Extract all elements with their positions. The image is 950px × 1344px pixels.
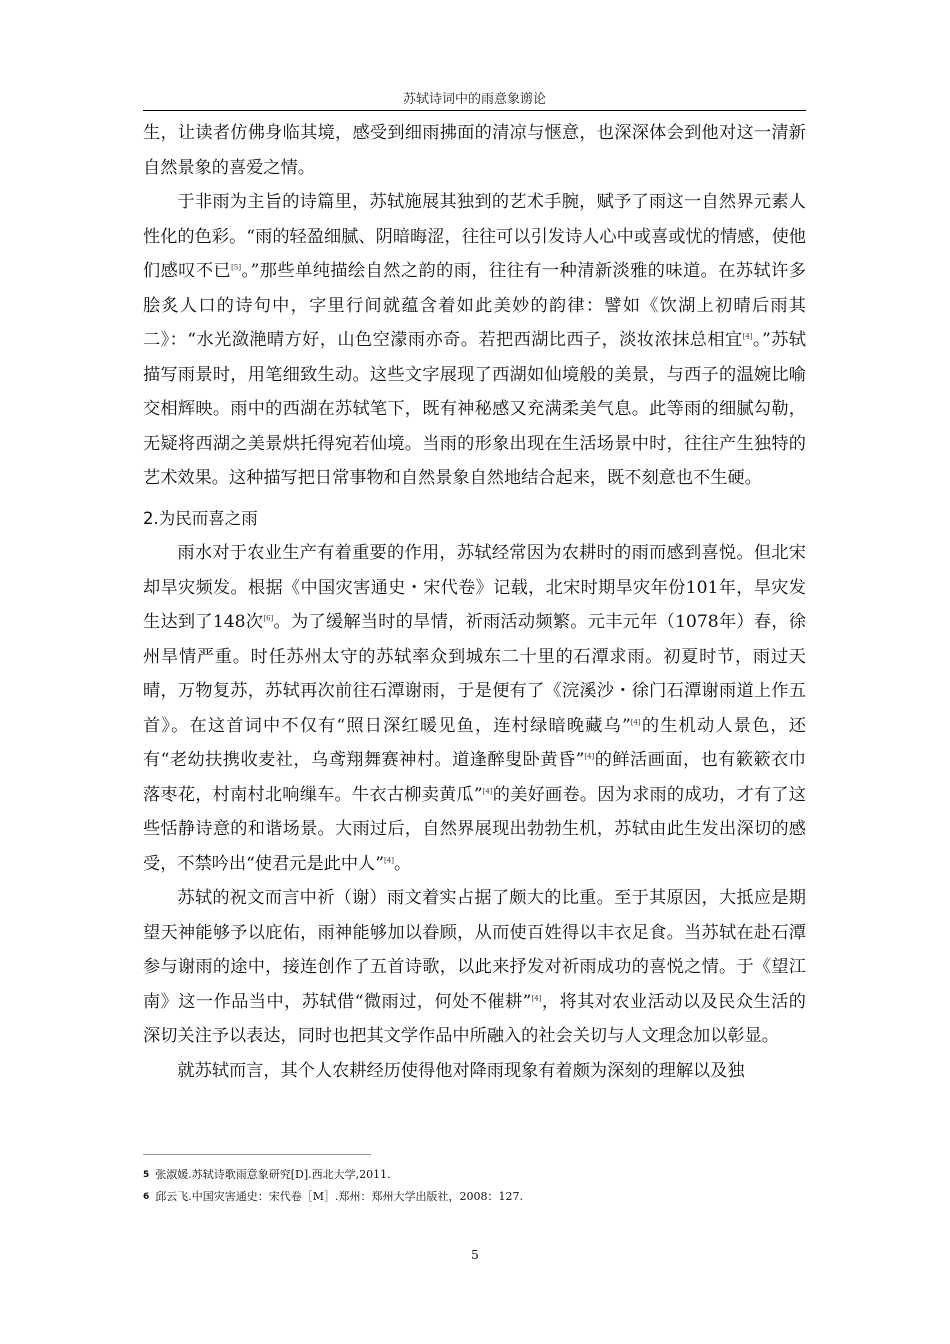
citation-ref: [4]: [630, 718, 641, 727]
citation-ref: [6]: [263, 614, 274, 623]
page-number: 5: [471, 1248, 479, 1262]
text-run: 。”苏轼描写雨景时，用笔细致生动。这些文字展现了西湖如仙境般的美景，与西子的温婉比喻交相辉映。雨中的西湖在苏轼笔下，既有神秘感又充满柔美气息。此等雨的细腻勾勒，无疑将西湖之美景烘托得宛若仙境。当雨的形象出现在生活场景中时，往往产生独特的艺术效果。这种描写把日常事物和自然景象自然地结合起来，既不刻意也不生硬。: [143, 330, 806, 488]
running-header: 苏轼诗词中的雨意象谫论: [402, 92, 546, 107]
header-rule: [143, 110, 806, 111]
text-run: 的鲜活画面，也有簌簌衣巾落枣花，村南村北响缫车。牛衣古柳卖黄瓜”: [143, 750, 806, 805]
text-run: 苏轼的祝文而言中祈（谢）雨文着实占据了颇大的比重。至于其原因，大抵应是期望天神能够予以庇佑，雨神能够加以眷顾，从而使百姓得以丰衣足食。当苏轼在赴石潭参与谢雨的途中，接连创作了五首诗歌，以此来抒发对祈雨成功的喜悦之情。于《望江南》这一作品当中，苏轼借“微雨过，何处不催耕”: [143, 888, 806, 1012]
paragraph: 就苏轼而言，其个人农耕经历使得他对降雨现象有着颇为深刻的理解以及独: [177, 1060, 745, 1081]
footnote-number: 5: [143, 1170, 150, 1180]
citation-ref: [4]: [742, 332, 753, 341]
citation-ref: [4]: [482, 787, 493, 796]
main-text: [143, 116, 806, 1088]
citation-ref: [4]: [531, 994, 542, 1003]
footnote-text: 邱云飞.中国灾害通史：宋代卷［M］.郑州：郑州大学出版社，2008：127.: [155, 1190, 524, 1203]
paragraph: [143, 536, 806, 881]
paragraph-continued: 生，让读者仿佛身临其境，感受到细雨拂面的清凉与惬意，也深深体会到他对这一清新自然景象的喜爱之情。: [143, 123, 806, 178]
citation-ref: [5]: [231, 263, 242, 272]
citation-ref: [4]: [584, 752, 595, 761]
text-run: ，将其对农业活动以及民众生活的深切关注予以表达，同时也把其文学作品中所融入的社会关切与人文理念加以彰显。: [143, 991, 806, 1046]
citation-ref: [4]: [384, 856, 394, 865]
text-run: 。为了缓解当时的旱情，祈雨活动频繁。元丰元年（1078年）春，徐州旱情严重。时任苏州太守的苏轼率众到城东二十里的石潭求雨。初夏时节，雨过天晴，万物复苏，苏轼再次前往石潭谢雨，于是便有了《浣溪沙・徐门石潭谢雨道上作五首》。在这首词中不仅有“照日深红暖见鱼，连村绿暗晚藏乌”: [143, 612, 806, 736]
footnote-rule: [143, 1154, 371, 1155]
footnote-text: 张淑媛.苏轼诗歌雨意象研究[D].西北大学,2011.: [155, 1168, 391, 1181]
text-run: 。: [393, 853, 412, 874]
text-run: 。”那些单纯描绘自然之韵的雨，往往有一种清新淡雅的味道。在苏轼许多脍炙人口的诗句中，字里行间就蕴含着如此美妙的韵律：譬如《饮湖上初晴后雨其二》：“水光潋滟晴方好，山色空濛雨亦奇。若把西湖比西子，淡妆浓抹总相宜: [143, 261, 806, 350]
text-run: 雨水对于农业生产有着重要的作用，苏轼经常因为农耕时的雨而感到喜悦。但北宋却旱灾频发。根据《中国灾害通史・宋代卷》记载，北宋时期旱灾年份101年，旱灾发生达到了148次: [143, 543, 806, 632]
paragraph: [143, 881, 806, 1054]
footnote: [143, 1186, 806, 1208]
text-run: 的美好画卷。因为求雨的成功，才有了这些恬静诗意的和谐场景。大雨过后，自然界展现出勃勃生机，苏轼由此生发出深切的感受，不禁吟出“使君元是此中人”: [143, 784, 806, 874]
text-run: 于非雨为主旨的诗篇里，苏轼施展其独到的艺术手腕，赋予了雨这一自然界元素人性化的色彩。“雨的轻盈细腻、阴暗晦涩，往往可以引发诗人心中或喜或忧的情感，使他们感叹不已: [143, 192, 806, 281]
footnotes: [143, 1164, 806, 1208]
text-run: 的生机动人景色，还有“老幼扶携收麦社，乌鸢翔舞赛神村。道逢醉叟卧黄昏”: [143, 715, 806, 770]
footnote: [143, 1164, 806, 1186]
section-heading: 2.为民而喜之雨: [143, 508, 258, 528]
footnote-number: 6: [143, 1192, 150, 1202]
paragraph: [143, 185, 806, 496]
